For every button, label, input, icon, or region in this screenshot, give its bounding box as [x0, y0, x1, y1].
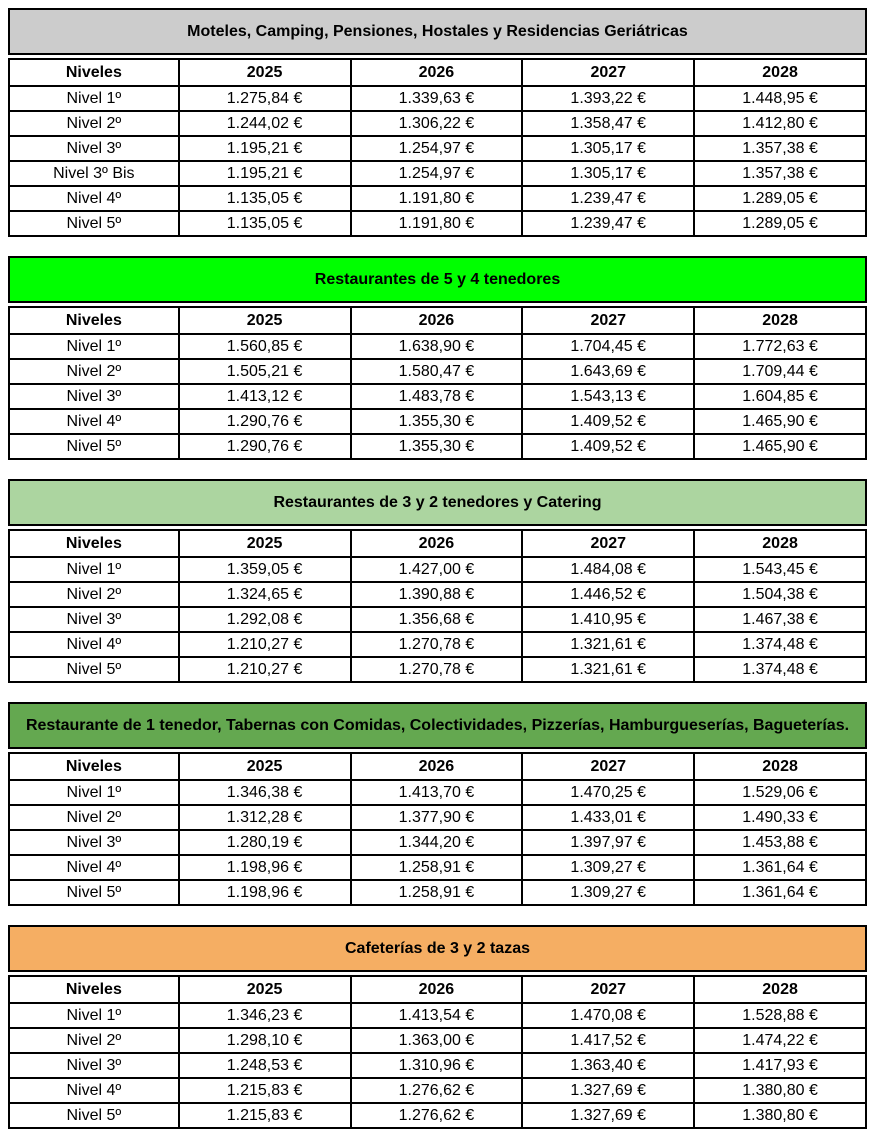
- column-header-year-2028: 2028: [694, 307, 866, 334]
- value-cell: 1.198,96 €: [179, 855, 351, 880]
- value-cell: 1.135,05 €: [179, 211, 351, 236]
- value-cell: 1.275,84 €: [179, 86, 351, 111]
- column-header-year-2025: 2025: [179, 59, 351, 86]
- column-header-year-2026: 2026: [351, 307, 523, 334]
- value-cell: 1.413,12 €: [179, 384, 351, 409]
- wage-table-section: [8, 925, 867, 1129]
- level-cell: Nivel 2º: [9, 805, 179, 830]
- value-cell: 1.210,27 €: [179, 632, 351, 657]
- value-cell: 1.339,63 €: [351, 86, 523, 111]
- value-cell: 1.393,22 €: [522, 86, 694, 111]
- column-header-year-2028: 2028: [694, 753, 866, 780]
- value-cell: 1.465,90 €: [694, 434, 866, 459]
- table-row: [9, 1028, 866, 1053]
- value-cell: 1.357,38 €: [694, 136, 866, 161]
- value-cell: 1.290,76 €: [179, 409, 351, 434]
- table-row: [9, 1103, 866, 1128]
- value-cell: 1.529,06 €: [694, 780, 866, 805]
- value-cell: 1.380,80 €: [694, 1103, 866, 1128]
- value-cell: 1.356,68 €: [351, 607, 523, 632]
- value-cell: 1.374,48 €: [694, 657, 866, 682]
- wage-table-section: [8, 702, 867, 906]
- table-row: [9, 855, 866, 880]
- value-cell: 1.239,47 €: [522, 211, 694, 236]
- value-cell: 1.239,47 €: [522, 186, 694, 211]
- value-cell: 1.483,78 €: [351, 384, 523, 409]
- table-row: [9, 334, 866, 359]
- value-cell: 1.410,95 €: [522, 607, 694, 632]
- level-cell: Nivel 2º: [9, 359, 179, 384]
- table-row: [9, 434, 866, 459]
- value-cell: 1.417,93 €: [694, 1053, 866, 1078]
- value-cell: 1.355,30 €: [351, 434, 523, 459]
- value-cell: 1.215,83 €: [179, 1078, 351, 1103]
- value-cell: 1.191,80 €: [351, 211, 523, 236]
- table-row: [9, 186, 866, 211]
- column-header-year-2026: 2026: [351, 976, 523, 1003]
- column-header-year-2027: 2027: [522, 753, 694, 780]
- value-cell: 1.474,22 €: [694, 1028, 866, 1053]
- value-cell: 1.390,88 €: [351, 582, 523, 607]
- value-cell: 1.357,38 €: [694, 161, 866, 186]
- value-cell: 1.290,76 €: [179, 434, 351, 459]
- value-cell: 1.321,61 €: [522, 657, 694, 682]
- wage-table-section: [8, 8, 867, 237]
- table-row: [9, 880, 866, 905]
- wage-tables-document: [8, 8, 867, 1129]
- value-cell: 1.543,45 €: [694, 557, 866, 582]
- column-header-niveles: Niveles: [9, 59, 179, 86]
- level-cell: Nivel 4º: [9, 409, 179, 434]
- level-cell: Nivel 4º: [9, 1078, 179, 1103]
- level-cell: Nivel 5º: [9, 657, 179, 682]
- table-title-band: Cafeterías de 3 y 2 tazas: [8, 925, 867, 972]
- level-cell: Nivel 4º: [9, 186, 179, 211]
- table-row: [9, 830, 866, 855]
- table-row: [9, 136, 866, 161]
- value-cell: 1.413,54 €: [351, 1003, 523, 1028]
- column-header-row: [9, 530, 866, 557]
- value-cell: 1.324,65 €: [179, 582, 351, 607]
- value-cell: 1.467,38 €: [694, 607, 866, 632]
- value-cell: 1.198,96 €: [179, 880, 351, 905]
- column-header-year-2028: 2028: [694, 976, 866, 1003]
- value-cell: 1.465,90 €: [694, 409, 866, 434]
- value-cell: 1.306,22 €: [351, 111, 523, 136]
- value-cell: 1.417,52 €: [522, 1028, 694, 1053]
- table-row: [9, 632, 866, 657]
- value-cell: 1.704,45 €: [522, 334, 694, 359]
- value-cell: 1.453,88 €: [694, 830, 866, 855]
- column-header-year-2027: 2027: [522, 530, 694, 557]
- column-header-year-2025: 2025: [179, 530, 351, 557]
- wage-grid: [8, 529, 867, 683]
- table-row: [9, 211, 866, 236]
- column-header-row: [9, 59, 866, 86]
- value-cell: 1.470,08 €: [522, 1003, 694, 1028]
- table-title-band: Restaurantes de 5 y 4 tenedores: [8, 256, 867, 303]
- value-cell: 1.270,78 €: [351, 657, 523, 682]
- level-cell: Nivel 1º: [9, 334, 179, 359]
- value-cell: 1.772,63 €: [694, 334, 866, 359]
- column-header-year-2026: 2026: [351, 753, 523, 780]
- value-cell: 1.248,53 €: [179, 1053, 351, 1078]
- value-cell: 1.380,80 €: [694, 1078, 866, 1103]
- level-cell: Nivel 3º Bis: [9, 161, 179, 186]
- value-cell: 1.355,30 €: [351, 409, 523, 434]
- column-header-year-2028: 2028: [694, 530, 866, 557]
- value-cell: 1.195,21 €: [179, 136, 351, 161]
- table-title-band: Restaurantes de 3 y 2 tenedores y Catering: [8, 479, 867, 526]
- level-cell: Nivel 1º: [9, 780, 179, 805]
- value-cell: 1.298,10 €: [179, 1028, 351, 1053]
- value-cell: 1.254,97 €: [351, 136, 523, 161]
- level-cell: Nivel 2º: [9, 582, 179, 607]
- level-cell: Nivel 3º: [9, 1053, 179, 1078]
- level-cell: Nivel 1º: [9, 557, 179, 582]
- value-cell: 1.359,05 €: [179, 557, 351, 582]
- column-header-year-2027: 2027: [522, 307, 694, 334]
- column-header-niveles: Niveles: [9, 976, 179, 1003]
- column-header-row: [9, 976, 866, 1003]
- column-header-niveles: Niveles: [9, 307, 179, 334]
- value-cell: 1.292,08 €: [179, 607, 351, 632]
- value-cell: 1.312,28 €: [179, 805, 351, 830]
- value-cell: 1.289,05 €: [694, 211, 866, 236]
- level-cell: Nivel 5º: [9, 211, 179, 236]
- column-header-niveles: Niveles: [9, 753, 179, 780]
- value-cell: 1.560,85 €: [179, 334, 351, 359]
- table-row: [9, 557, 866, 582]
- value-cell: 1.191,80 €: [351, 186, 523, 211]
- value-cell: 1.195,21 €: [179, 161, 351, 186]
- level-cell: Nivel 3º: [9, 136, 179, 161]
- table-title-band: Restaurante de 1 tenedor, Tabernas con Comidas, Colectividades, Pizzerías, Hamburgueserías, Bagueterías.: [8, 702, 867, 749]
- value-cell: 1.358,47 €: [522, 111, 694, 136]
- wage-grid: [8, 58, 867, 237]
- table-title-band: Moteles, Camping, Pensiones, Hostales y Residencias Geriátricas: [8, 8, 867, 55]
- column-header-row: [9, 753, 866, 780]
- table-row: [9, 384, 866, 409]
- level-cell: Nivel 5º: [9, 880, 179, 905]
- level-cell: Nivel 3º: [9, 384, 179, 409]
- value-cell: 1.433,01 €: [522, 805, 694, 830]
- value-cell: 1.413,70 €: [351, 780, 523, 805]
- column-header-row: [9, 307, 866, 334]
- level-cell: Nivel 3º: [9, 607, 179, 632]
- value-cell: 1.505,21 €: [179, 359, 351, 384]
- column-header-year-2025: 2025: [179, 976, 351, 1003]
- value-cell: 1.258,91 €: [351, 855, 523, 880]
- value-cell: 1.412,80 €: [694, 111, 866, 136]
- value-cell: 1.258,91 €: [351, 880, 523, 905]
- value-cell: 1.543,13 €: [522, 384, 694, 409]
- table-row: [9, 359, 866, 384]
- table-row: [9, 111, 866, 136]
- level-cell: Nivel 1º: [9, 1003, 179, 1028]
- value-cell: 1.377,90 €: [351, 805, 523, 830]
- value-cell: 1.427,00 €: [351, 557, 523, 582]
- value-cell: 1.215,83 €: [179, 1103, 351, 1128]
- value-cell: 1.327,69 €: [522, 1078, 694, 1103]
- column-header-niveles: Niveles: [9, 530, 179, 557]
- value-cell: 1.643,69 €: [522, 359, 694, 384]
- value-cell: 1.135,05 €: [179, 186, 351, 211]
- value-cell: 1.289,05 €: [694, 186, 866, 211]
- table-row: [9, 409, 866, 434]
- value-cell: 1.310,96 €: [351, 1053, 523, 1078]
- column-header-year-2028: 2028: [694, 59, 866, 86]
- level-cell: Nivel 5º: [9, 1103, 179, 1128]
- value-cell: 1.305,17 €: [522, 161, 694, 186]
- value-cell: 1.346,23 €: [179, 1003, 351, 1028]
- value-cell: 1.528,88 €: [694, 1003, 866, 1028]
- value-cell: 1.327,69 €: [522, 1103, 694, 1128]
- wage-table-section: [8, 479, 867, 683]
- value-cell: 1.409,52 €: [522, 434, 694, 459]
- wage-grid: [8, 975, 867, 1129]
- column-header-year-2025: 2025: [179, 307, 351, 334]
- column-header-year-2027: 2027: [522, 59, 694, 86]
- value-cell: 1.446,52 €: [522, 582, 694, 607]
- column-header-year-2025: 2025: [179, 753, 351, 780]
- table-row: [9, 1078, 866, 1103]
- column-header-year-2027: 2027: [522, 976, 694, 1003]
- table-row: [9, 582, 866, 607]
- value-cell: 1.638,90 €: [351, 334, 523, 359]
- value-cell: 1.244,02 €: [179, 111, 351, 136]
- value-cell: 1.254,97 €: [351, 161, 523, 186]
- wage-grid: [8, 752, 867, 906]
- table-row: [9, 780, 866, 805]
- table-row: [9, 657, 866, 682]
- value-cell: 1.490,33 €: [694, 805, 866, 830]
- value-cell: 1.397,97 €: [522, 830, 694, 855]
- table-row: [9, 607, 866, 632]
- value-cell: 1.321,61 €: [522, 632, 694, 657]
- wage-grid: [8, 306, 867, 460]
- value-cell: 1.363,40 €: [522, 1053, 694, 1078]
- level-cell: Nivel 4º: [9, 855, 179, 880]
- value-cell: 1.409,52 €: [522, 409, 694, 434]
- table-row: [9, 1003, 866, 1028]
- value-cell: 1.504,38 €: [694, 582, 866, 607]
- level-cell: Nivel 1º: [9, 86, 179, 111]
- value-cell: 1.344,20 €: [351, 830, 523, 855]
- value-cell: 1.580,47 €: [351, 359, 523, 384]
- value-cell: 1.484,08 €: [522, 557, 694, 582]
- value-cell: 1.363,00 €: [351, 1028, 523, 1053]
- level-cell: Nivel 2º: [9, 111, 179, 136]
- value-cell: 1.361,64 €: [694, 855, 866, 880]
- value-cell: 1.709,44 €: [694, 359, 866, 384]
- table-row: [9, 1053, 866, 1078]
- level-cell: Nivel 4º: [9, 632, 179, 657]
- value-cell: 1.374,48 €: [694, 632, 866, 657]
- value-cell: 1.346,38 €: [179, 780, 351, 805]
- table-row: [9, 805, 866, 830]
- table-row: [9, 161, 866, 186]
- level-cell: Nivel 2º: [9, 1028, 179, 1053]
- level-cell: Nivel 5º: [9, 434, 179, 459]
- value-cell: 1.361,64 €: [694, 880, 866, 905]
- value-cell: 1.309,27 €: [522, 880, 694, 905]
- value-cell: 1.210,27 €: [179, 657, 351, 682]
- value-cell: 1.448,95 €: [694, 86, 866, 111]
- level-cell: Nivel 3º: [9, 830, 179, 855]
- value-cell: 1.470,25 €: [522, 780, 694, 805]
- value-cell: 1.604,85 €: [694, 384, 866, 409]
- wage-table-section: [8, 256, 867, 460]
- column-header-year-2026: 2026: [351, 59, 523, 86]
- value-cell: 1.309,27 €: [522, 855, 694, 880]
- value-cell: 1.280,19 €: [179, 830, 351, 855]
- table-row: [9, 86, 866, 111]
- value-cell: 1.270,78 €: [351, 632, 523, 657]
- value-cell: 1.276,62 €: [351, 1103, 523, 1128]
- value-cell: 1.276,62 €: [351, 1078, 523, 1103]
- column-header-year-2026: 2026: [351, 530, 523, 557]
- value-cell: 1.305,17 €: [522, 136, 694, 161]
